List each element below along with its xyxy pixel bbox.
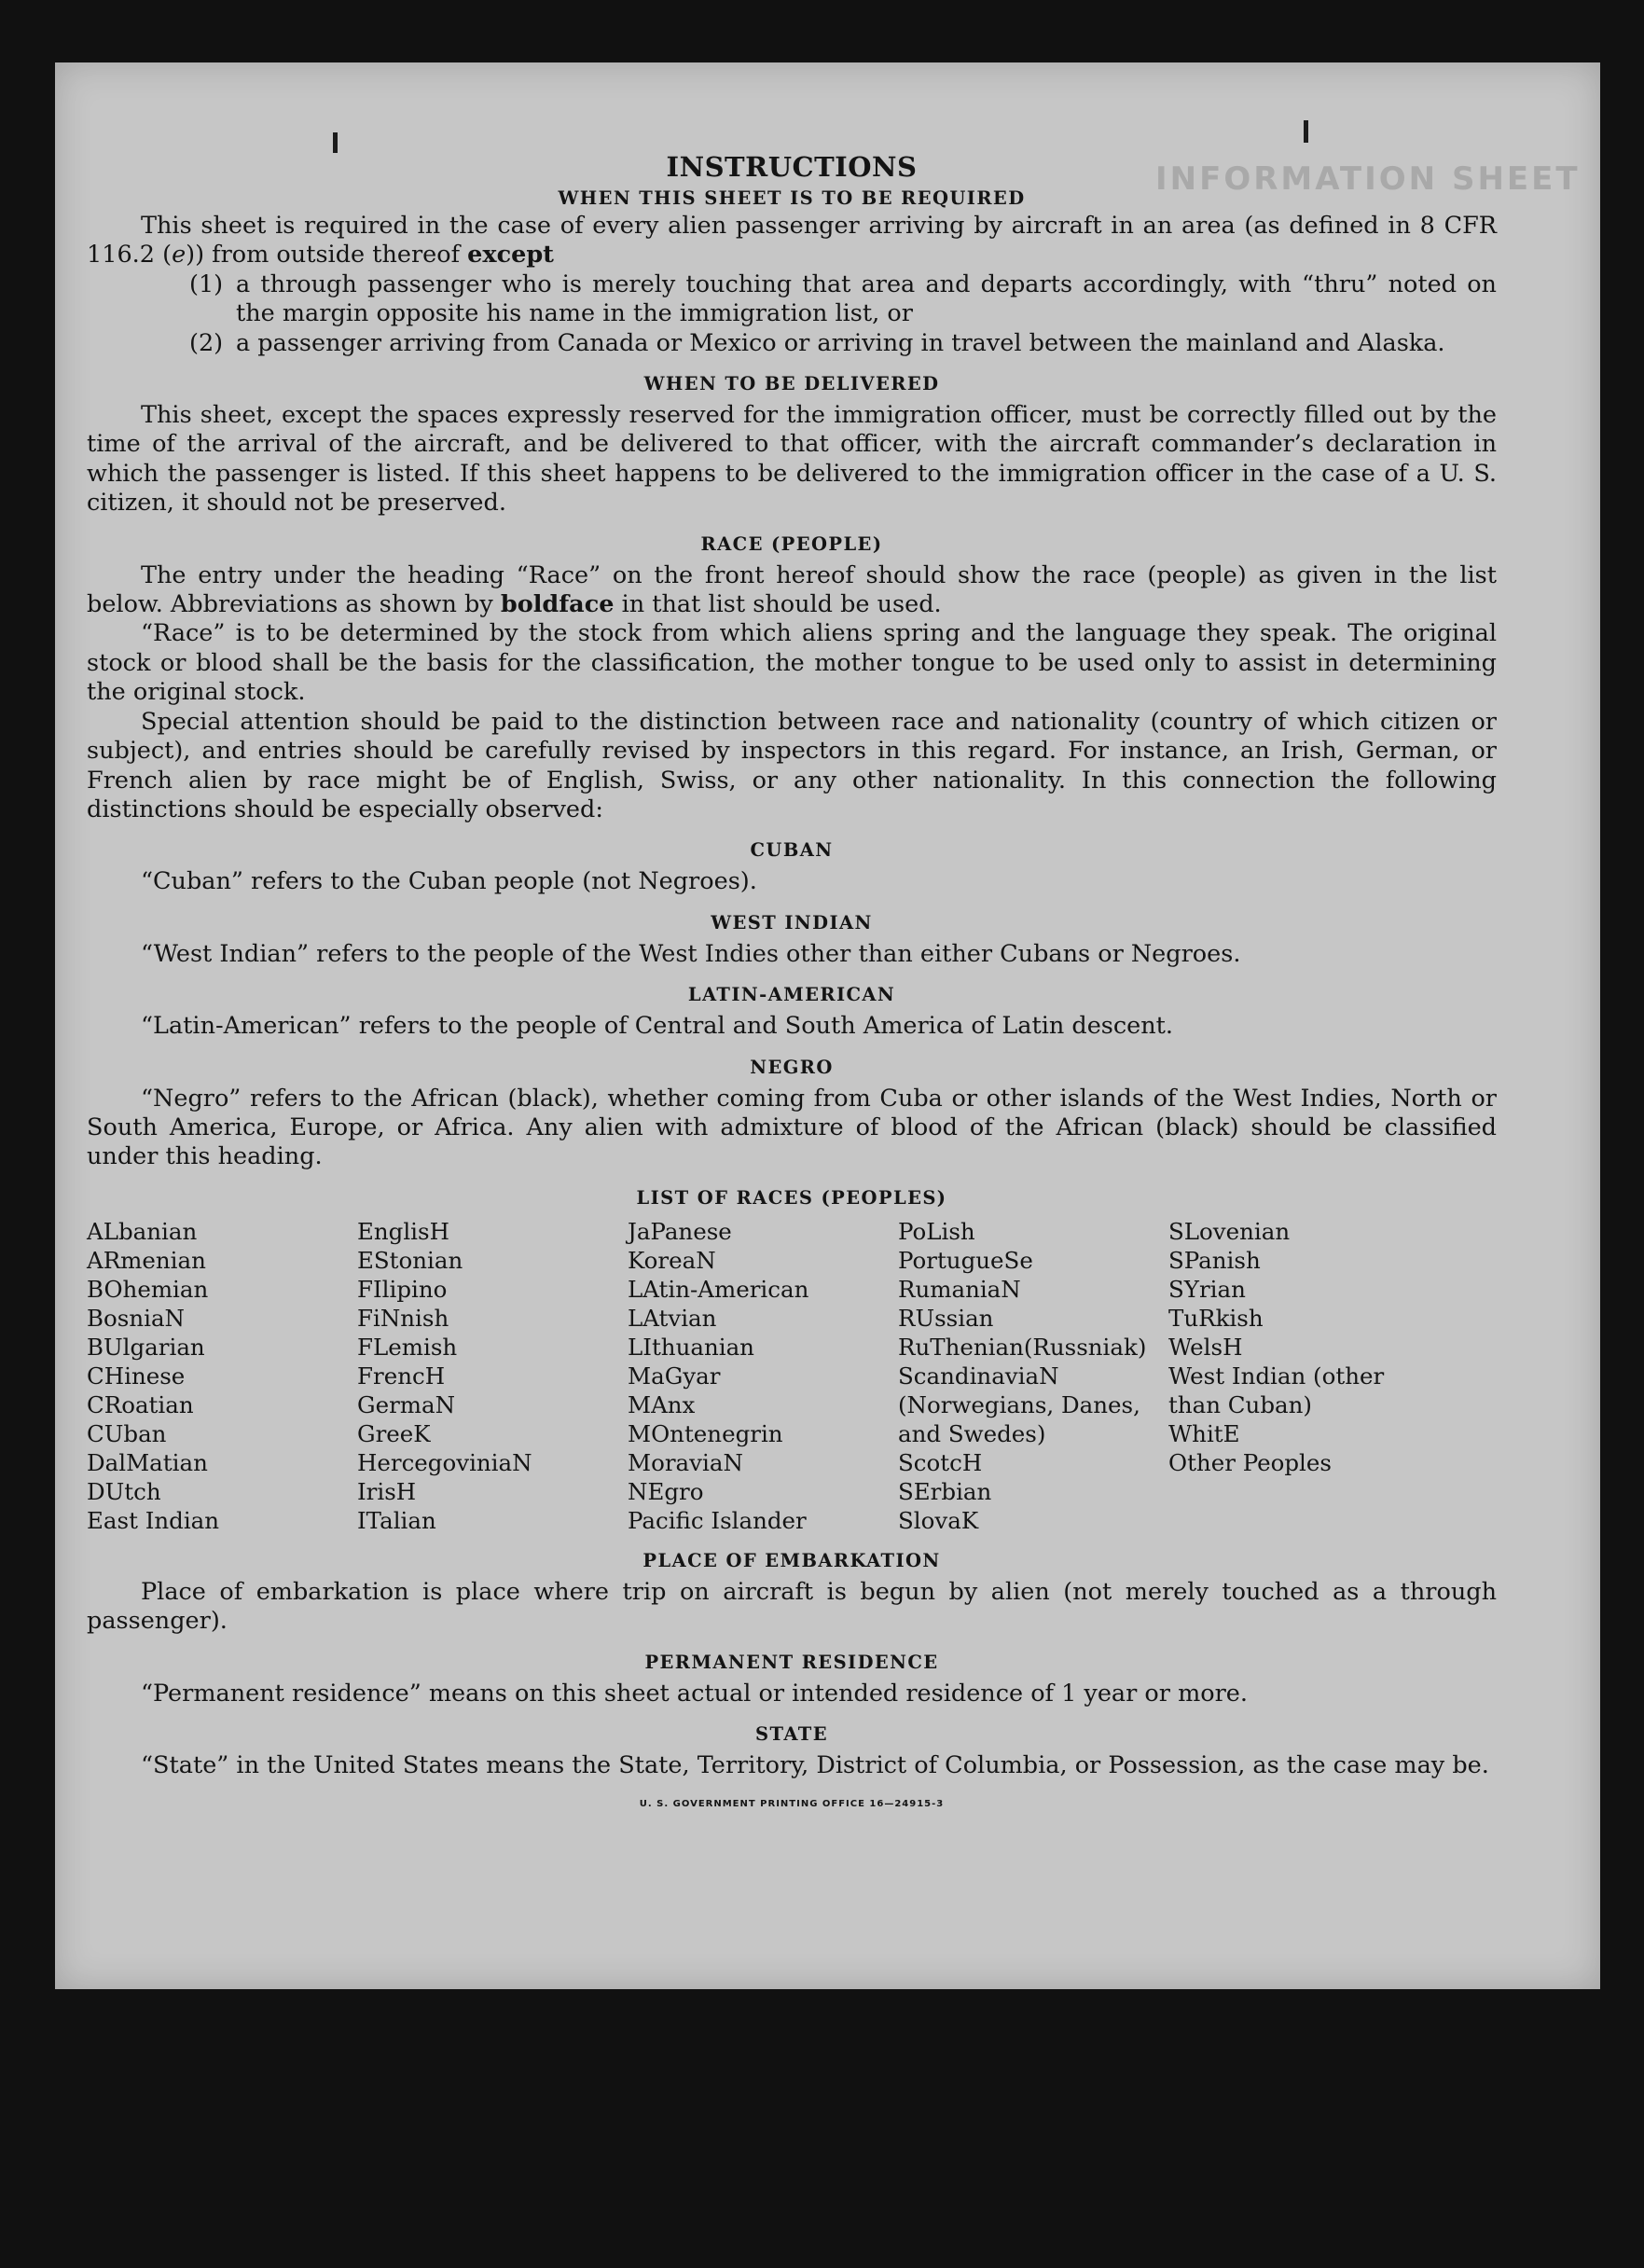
race-entry: SErbian bbox=[898, 1477, 992, 1505]
race-entry: RuThenian(Russniak) bbox=[898, 1333, 1147, 1361]
race-entry: MOntenegrin bbox=[628, 1419, 783, 1447]
race-paragraph-3: Special attention should be paid to the distinction between race and nationality (country of which citizen or subject), and entries should be carefully revised by inspectors in this regard. For instance, an Irish, German, or French alien by race might be of English, Swiss, or any other nationality. In this connection the following distinctions should be especially observed: bbox=[87, 707, 1497, 823]
race-entry: SlovaK bbox=[898, 1506, 979, 1534]
race-entry: GermaN bbox=[357, 1390, 456, 1418]
race-entry: West Indian (other than Cuban) bbox=[1168, 1362, 1385, 1418]
bleed-through-text: INFORMATION SHEET bbox=[1155, 160, 1581, 198]
race-entry: SYrian bbox=[1168, 1275, 1246, 1303]
race-entry: East Indian bbox=[87, 1506, 220, 1534]
race-entry: FiNnish bbox=[357, 1304, 449, 1332]
race-entry: ITalian bbox=[357, 1506, 436, 1534]
race-entry: Other Peoples bbox=[1168, 1448, 1332, 1476]
when-required-intro: This sheet is required in the case of every alien passenger arriving by aircraft in an area (as defined in 8 CFR 116.2 (e)) from outside thereof except bbox=[87, 212, 1497, 270]
race-entry: MaGyar bbox=[628, 1362, 721, 1390]
races-column-4 bbox=[898, 1217, 1168, 1535]
race-entry: PoLish bbox=[898, 1217, 975, 1245]
section-heading-state: STATE bbox=[755, 1722, 828, 1745]
race-entry: DUtch bbox=[87, 1477, 161, 1505]
section-heading-cuban: CUBAN bbox=[750, 839, 834, 862]
latin-american-text: “Latin-American” refers to the people of Central and South America of Latin descent. bbox=[141, 1012, 1174, 1041]
race-entry: EnglisH bbox=[357, 1217, 449, 1245]
race-entry: GreeK bbox=[357, 1419, 431, 1447]
section-heading-when-required: WHEN THIS SHEET IS TO BE REQUIRED bbox=[558, 187, 1026, 209]
when-delivered-text: This sheet, except the spaces expressly reserved for the immigration officer, must be correctly filled out by the time of the arrival of the aircraft, and be delivered to that officer, with the aircraft commander’s declaration in which the passenger is listed. If this sheet happens to be delivered to the immigration officer in the case of a U. S. citizen, it should not be preserved. bbox=[87, 401, 1497, 518]
race-entry: DalMatian bbox=[87, 1448, 208, 1476]
printing-office-footer: U. S. GOVERNMENT PRINTING OFFICE 16—24915-3 bbox=[639, 1799, 945, 1810]
races-column-5 bbox=[1168, 1217, 1439, 1535]
race-entry: FLemish bbox=[357, 1333, 458, 1361]
race-entry: PortugueSe bbox=[898, 1246, 1033, 1274]
race-entry: LAtvian bbox=[628, 1304, 717, 1332]
races-column-3 bbox=[628, 1217, 898, 1535]
race-entry: CRoatian bbox=[87, 1390, 194, 1418]
section-heading-latin-american: LATIN-AMERICAN bbox=[687, 984, 896, 1006]
race-entry: WhitE bbox=[1168, 1419, 1240, 1447]
race-entry: LAtin-American bbox=[628, 1275, 809, 1303]
west-indian-text: “West Indian” refers to the people of the West Indies other than either Cubans or Negroes. bbox=[141, 939, 1241, 968]
page-title: INSTRUCTIONS bbox=[666, 151, 918, 183]
negro-text: “Negro” refers to the African (black), whether coming from Cuba or other islands of the West Indies, North or South America, Europe, or Africa. Any alien with admixture of blood of the African (black) should be classified under this heading. bbox=[87, 1084, 1497, 1171]
race-entry: KoreaN bbox=[628, 1246, 716, 1274]
race-entry: TuRkish bbox=[1168, 1304, 1264, 1332]
residence-text: “Permanent residence” means on this sheet actual or intended residence of 1 year or more. bbox=[141, 1679, 1248, 1708]
instructions-content bbox=[87, 148, 1497, 1819]
race-entry: MAnx bbox=[628, 1390, 696, 1418]
race-entry: MoraviaN bbox=[628, 1448, 743, 1476]
state-text: “State” in the United States means the State, Territory, District of Columbia, or Possession, as the case may be. bbox=[141, 1750, 1489, 1779]
cuban-text: “Cuban” refers to the Cuban people (not Negroes). bbox=[141, 867, 757, 896]
race-entry: RumaniaN bbox=[898, 1275, 1021, 1303]
race-entry: NEgro bbox=[628, 1477, 704, 1505]
race-entry: BOhemian bbox=[87, 1275, 209, 1303]
race-entry: SPanish bbox=[1168, 1246, 1261, 1274]
section-heading-residence: PERMANENT RESIDENCE bbox=[644, 1651, 939, 1673]
embarkation-text: Place of embarkation is place where trip on aircraft is begun by alien (not merely touched as a through passenger). bbox=[87, 1577, 1497, 1636]
race-entry: BosniaN bbox=[87, 1304, 185, 1332]
race-entry: FIlipino bbox=[357, 1275, 448, 1303]
race-entry: ScotcH bbox=[898, 1448, 983, 1476]
races-list bbox=[87, 1217, 1497, 1535]
exception-item-2: (2) a passenger arriving from Canada or Mexico or arriving in travel between the mainland and Alaska. bbox=[189, 328, 1445, 357]
exception-item-1: (1) a through passenger who is merely touching that area and departs accordingly, with “thru” noted on the margin opposite his name in the immigration list, or bbox=[189, 270, 1497, 328]
section-heading-embarkation: PLACE OF EMBARKATION bbox=[642, 1549, 941, 1571]
races-column-1 bbox=[87, 1217, 357, 1535]
race-entry: HercegoviniaN bbox=[357, 1448, 532, 1476]
document-page bbox=[55, 62, 1600, 1989]
race-entry: ARmenian bbox=[87, 1246, 206, 1274]
race-entry: CHinese bbox=[87, 1362, 186, 1390]
race-entry: LIthuanian bbox=[628, 1333, 754, 1361]
race-entry: Pacific Islander bbox=[628, 1506, 807, 1534]
race-entry: SLovenian bbox=[1168, 1217, 1291, 1245]
section-heading-negro: NEGRO bbox=[750, 1056, 834, 1078]
race-entry: BUlgarian bbox=[87, 1333, 205, 1361]
race-entry: ALbanian bbox=[87, 1217, 198, 1245]
races-column-2 bbox=[357, 1217, 628, 1535]
race-entry: CUban bbox=[87, 1419, 167, 1447]
race-entry: JaPanese bbox=[628, 1217, 732, 1245]
race-paragraph-1: The entry under the heading “Race” on the front hereof should show the race (people) as given in the list below. Abbreviations as shown by boldface in that list should be used. bbox=[87, 560, 1497, 619]
race-entry: FrencH bbox=[357, 1362, 446, 1390]
section-heading-race: RACE (PEOPLE) bbox=[700, 532, 883, 555]
ink-mark bbox=[1304, 120, 1308, 143]
section-heading-list-of-races: LIST OF RACES (PEOPLES) bbox=[636, 1186, 947, 1209]
race-entry: IrisH bbox=[357, 1477, 417, 1505]
race-entry: RUssian bbox=[898, 1304, 994, 1332]
section-heading-when-delivered: WHEN TO BE DELIVERED bbox=[643, 373, 940, 395]
race-entry: WelsH bbox=[1168, 1333, 1243, 1361]
section-heading-west-indian: WEST INDIAN bbox=[711, 911, 873, 933]
race-entry: ScandinaviaN (Norwegians, Danes, and Swedes) bbox=[898, 1362, 1140, 1447]
race-paragraph-2: “Race” is to be determined by the stock from which aliens spring and the language they speak. The original stock or blood shall be the basis for the classification, the mother tongue to be used only to assist in determining the original stock. bbox=[87, 619, 1497, 707]
race-entry: EStonian bbox=[357, 1246, 463, 1274]
